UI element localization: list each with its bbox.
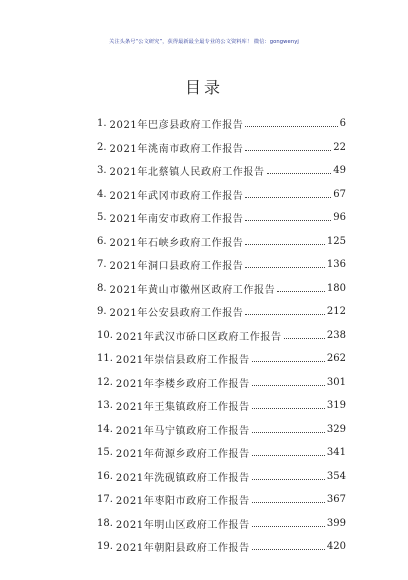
toc-entry-number: 19. [97, 541, 113, 553]
toc-entry[interactable] [97, 535, 346, 559]
toc-dot-leader [252, 385, 325, 386]
toc-entry-title: 2021年洮南市政府工作报告 [109, 143, 244, 155]
toc-entry[interactable] [97, 488, 346, 512]
toc-entry-page: 354 [326, 470, 346, 482]
toc-entry-number: 1. [97, 118, 107, 130]
toc-entry[interactable] [97, 324, 346, 348]
toc-entry-number: 18. [97, 517, 113, 529]
toc-entry[interactable] [97, 277, 346, 301]
toc-entry-page: 6 [339, 118, 346, 130]
toc-entry[interactable] [97, 371, 346, 395]
toc-entry-page: 238 [326, 329, 346, 341]
page-title: 目录 [184, 78, 223, 97]
toc-dot-leader [252, 432, 325, 433]
toc-entry[interactable] [97, 159, 346, 183]
toc-entry-title: 2021年李楼乡政府工作报告 [115, 378, 250, 390]
toc-entry-page: 341 [326, 447, 346, 459]
toc-entry-title: 2021年南安市政府工作报告 [109, 214, 244, 226]
toc-dot-leader [245, 220, 331, 221]
toc-entry-number: 17. [97, 494, 113, 506]
toc-entry-title: 2021年巴彦县政府工作报告 [109, 120, 244, 132]
toc-entry-page: 399 [326, 517, 346, 529]
toc-entry-page: 329 [326, 423, 346, 435]
toc-dot-leader [252, 408, 325, 409]
toc-entry-title: 2021年北蔡镇人民政府工作报告 [109, 167, 265, 179]
toc-entry-number: 4. [97, 188, 107, 200]
toc-entry[interactable] [97, 347, 346, 371]
toc-dot-leader [252, 549, 325, 550]
toc-dot-leader [284, 338, 325, 339]
toc-dot-leader [267, 173, 332, 174]
toc-entry[interactable] [97, 230, 346, 254]
toc-entry-title: 2021年王集镇政府工作报告 [115, 402, 250, 414]
toc-dot-leader [252, 361, 325, 362]
toc-entry-title: 2021年崇信县政府工作报告 [115, 355, 250, 367]
toc-dot-leader [245, 126, 337, 127]
toc-entry-page: 67 [333, 188, 346, 200]
toc-entry-number: 9. [97, 306, 107, 318]
toc-entry-number: 6. [97, 235, 107, 247]
header-note: 关注头条号“公文研究”，获得最新最全最专业的公文资料库！ 微信：gongwenyj [109, 39, 299, 45]
toc-entry-title: 2021年马宁镇政府工作报告 [115, 425, 250, 437]
toc-entry[interactable] [97, 300, 346, 324]
toc-entry-page: 136 [326, 259, 346, 271]
toc-entry[interactable] [97, 441, 346, 465]
toc-dot-leader [245, 197, 331, 198]
toc-entry-number: 2. [97, 141, 107, 153]
toc-list [97, 112, 346, 559]
toc-entry-page: 367 [326, 494, 346, 506]
toc-entry-number: 12. [97, 376, 113, 388]
toc-dot-leader [252, 479, 325, 480]
toc-entry-title: 2021年石峡乡政府工作报告 [109, 237, 244, 249]
toc-entry-title: 2021年明山区政府工作报告 [115, 519, 250, 531]
toc-entry[interactable] [97, 418, 346, 442]
toc-entry-number: 3. [97, 165, 107, 177]
toc-entry-page: 22 [333, 141, 346, 153]
toc-entry-title: 2021年洞口县政府工作报告 [109, 261, 244, 273]
toc-entry-title: 2021年朝阳县政府工作报告 [115, 543, 250, 555]
toc-entry-page: 319 [326, 400, 346, 412]
toc-entry-page: 420 [326, 541, 346, 553]
toc-dot-leader [245, 314, 325, 315]
toc-entry-page: 212 [326, 306, 346, 318]
toc-entry-page: 125 [326, 235, 346, 247]
toc-dot-leader [252, 455, 325, 456]
toc-entry[interactable] [97, 253, 346, 277]
toc-entry-number: 13. [97, 400, 113, 412]
toc-entry-number: 8. [97, 282, 107, 294]
toc-entry[interactable] [97, 512, 346, 536]
toc-entry-title: 2021年武汉市硚口区政府工作报告 [115, 331, 282, 343]
toc-entry-title: 2021年荷源乡政府工作报告 [115, 449, 250, 461]
toc-entry[interactable] [97, 206, 346, 230]
toc-entry-number: 15. [97, 447, 113, 459]
toc-dot-leader [277, 291, 325, 292]
toc-entry-number: 7. [97, 259, 107, 271]
toc-entry[interactable] [97, 465, 346, 489]
toc-entry-number: 10. [97, 329, 113, 341]
toc-entry-number: 5. [97, 212, 107, 224]
toc-dot-leader [252, 502, 325, 503]
toc-entry-page: 96 [333, 212, 346, 224]
toc-dot-leader [252, 526, 325, 527]
toc-entry-page: 49 [333, 165, 346, 177]
toc-entry-title: 2021年公安县政府工作报告 [109, 308, 244, 320]
toc-entry-number: 11. [97, 353, 113, 365]
toc-entry-page: 180 [326, 282, 346, 294]
toc-entry-title: 2021年洗砚镇政府工作报告 [115, 472, 250, 484]
toc-entry[interactable] [97, 394, 346, 418]
toc-entry-page: 262 [326, 353, 346, 365]
toc-entry[interactable] [97, 136, 346, 160]
toc-entry-title: 2021年武冈市政府工作报告 [109, 190, 244, 202]
toc-entry-title: 2021年枣阳市政府工作报告 [115, 496, 250, 508]
toc-entry-number: 16. [97, 470, 113, 482]
toc-dot-leader [245, 150, 331, 151]
toc-entry-title: 2021年黄山市徽州区政府工作报告 [109, 284, 276, 296]
toc-dot-leader [245, 244, 325, 245]
toc-entry-number: 14. [97, 423, 113, 435]
toc-dot-leader [245, 267, 325, 268]
toc-entry[interactable] [97, 183, 346, 207]
toc-entry[interactable] [97, 112, 346, 136]
toc-entry-page: 301 [326, 376, 346, 388]
